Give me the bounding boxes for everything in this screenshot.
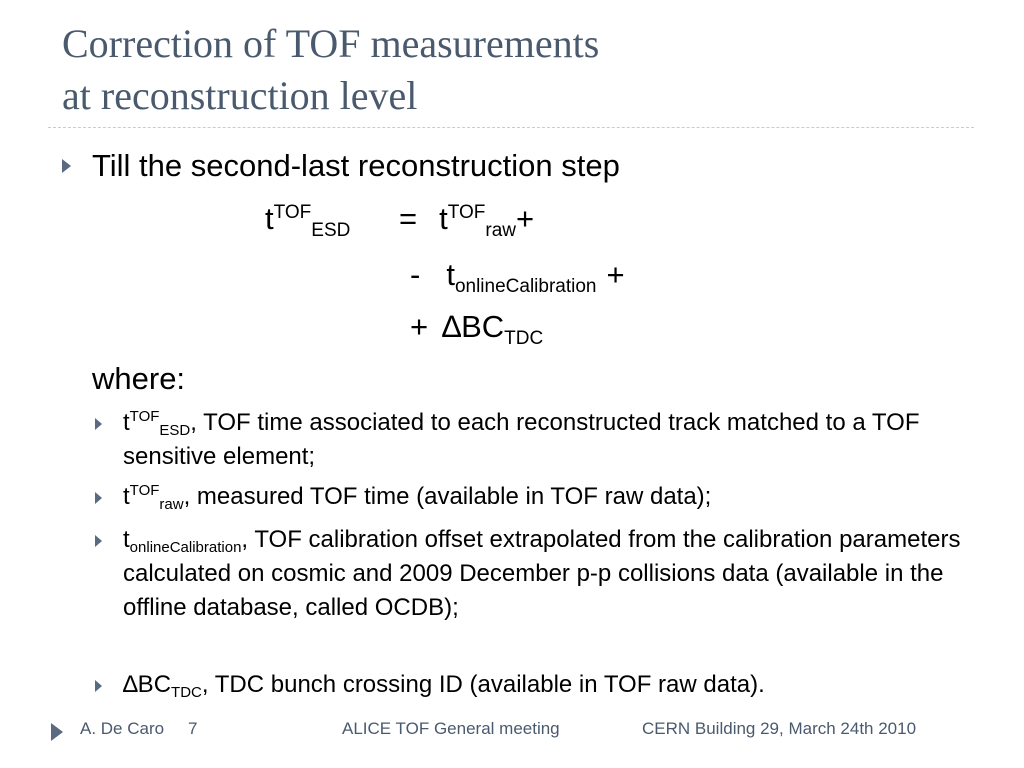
footer-author: A. De Caro	[80, 719, 165, 738]
subbullet-text: , TOF time associated to each reconstructed track matched to a TOF sensitive element;	[123, 409, 920, 470]
subbullet-symbol: t	[123, 483, 130, 510]
eq-rhs-plus: +	[516, 201, 535, 236]
subbullet-arrow-icon	[95, 535, 102, 547]
subbullet-sub: raw	[159, 496, 184, 513]
where-label: where:	[92, 361, 186, 396]
subbullet-item	[123, 523, 973, 625]
bullet-main: Till the second-last reconstruction step	[92, 148, 620, 183]
subbullet-text: , measured TOF time (available in TOF raw data);	[183, 483, 712, 510]
eq-rhs-t: t	[439, 201, 448, 236]
eq-equals: =	[398, 201, 418, 236]
subbullet-text: , TDC bunch crossing ID (available in TOF raw data).	[201, 671, 765, 698]
eq-term3-sub: TDC	[504, 328, 544, 349]
subbullet-sub: onlineCalibration	[129, 539, 242, 556]
eq-term2-op: -	[410, 257, 421, 292]
subbullet-item	[123, 480, 973, 514]
subbullet-arrow-icon	[95, 492, 102, 504]
eq-term2-t: t	[446, 257, 455, 292]
eq-term2-sub: onlineCalibration	[454, 276, 597, 297]
equation-line-3	[410, 308, 544, 349]
subbullet-item	[123, 668, 973, 702]
slide-title-line-2: at reconstruction level	[62, 73, 418, 118]
eq-lhs-t: t	[265, 201, 274, 236]
subbullet-sub: ESD	[159, 422, 191, 439]
slide-title-line-1: Correction of TOF measurements	[62, 21, 600, 66]
eq-lhs-sup: TOF	[273, 202, 312, 223]
footer-event: ALICE TOF General meeting	[342, 719, 560, 738]
subbullet-sup: TOF	[129, 482, 160, 499]
eq-term3-main: ∆BC	[442, 309, 505, 344]
footer-arrow-icon	[51, 723, 63, 741]
subbullet-text: , TOF calibration offset extrapolated from the calibration parameters calculated on cosmic and 2009 December p-p collisions data (available in the offline database, called OCDB);	[123, 526, 961, 621]
subbullet-sub: TDC	[171, 684, 202, 701]
subbullet-arrow-icon	[95, 418, 102, 430]
subbullet-symbol: ∆BC	[123, 671, 172, 698]
subbullet-sup: TOF	[129, 408, 160, 425]
eq-rhs-sub: raw	[485, 220, 516, 241]
subbullet-symbol: t	[123, 409, 130, 436]
eq-rhs-sup: TOF	[447, 202, 486, 223]
eq-lhs-sub: ESD	[311, 220, 351, 241]
slide-title	[62, 18, 962, 122]
subbullet-arrow-icon	[95, 680, 102, 692]
equation-line-2	[410, 256, 625, 297]
eq-term2-plus: +	[606, 257, 625, 292]
footer-page-number: 7	[188, 719, 198, 738]
subbullet-symbol: t	[123, 526, 130, 553]
subbullet-item	[123, 406, 973, 474]
footer-location-date: CERN Building 29, March 24th 2010	[642, 719, 917, 738]
equation-line-1	[265, 200, 535, 241]
bullet-arrow-icon	[62, 159, 71, 173]
eq-term3-op: +	[410, 309, 429, 344]
title-divider	[48, 127, 974, 128]
